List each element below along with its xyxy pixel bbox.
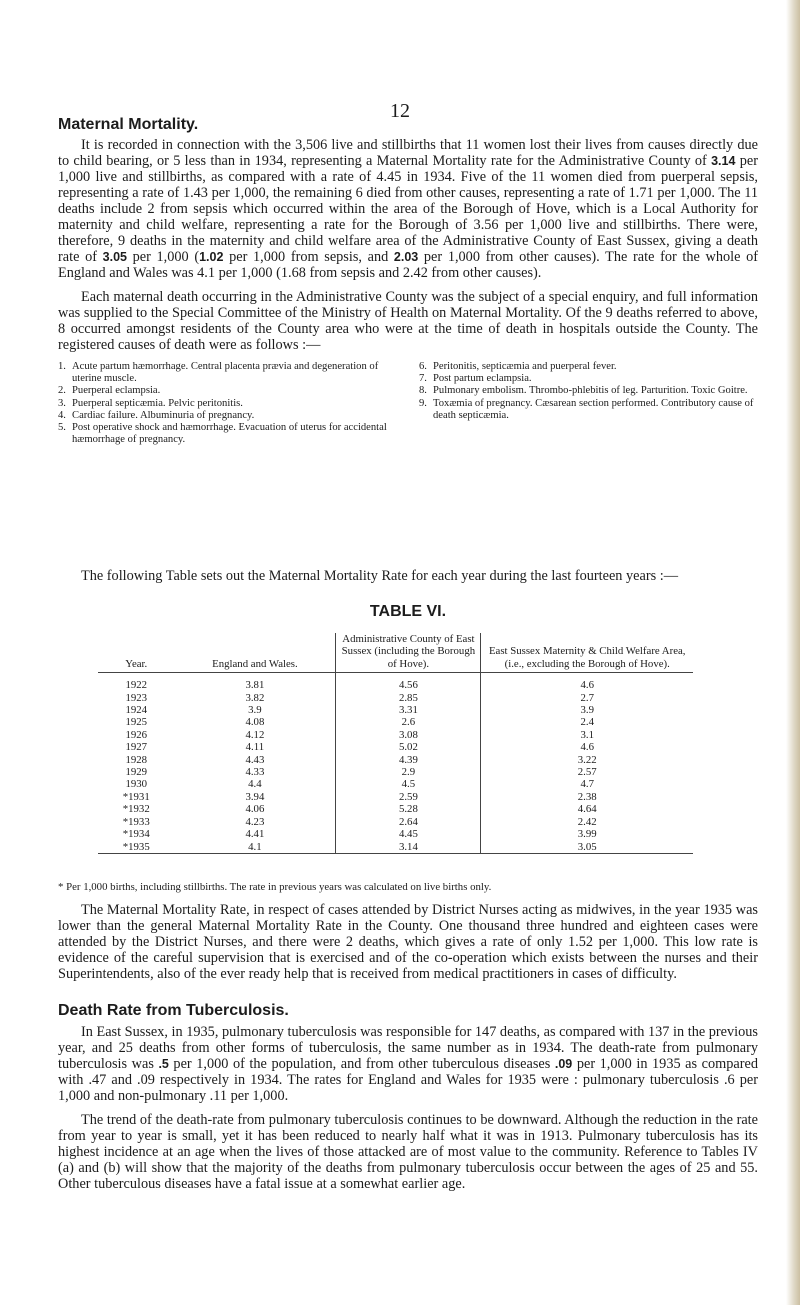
header-england-wales: England and Wales. bbox=[174, 633, 335, 673]
table-row: 1924 3.9 3.31 3.9 bbox=[125, 704, 594, 717]
table-row: 1928 4.43 4.39 3.22 bbox=[125, 753, 597, 766]
table-row: 1925 4.08 2.6 2.4 bbox=[125, 716, 594, 729]
table-row: 1927 4.11 5.02 4.6 bbox=[125, 741, 594, 754]
maternal-paragraph-1: It is recorded in connection with the 3,506 live and stillbirths that 11 women lost their lives from causes directly due to child bearing, or 5 less than in 1934, representing a Maternal Mortality rate for the Administrative County of 3.14 per 1,000 live and stillbirths, as compared with a rate of 4.45 in 1934. Five of the 11 women died from puerperal sepsis, representing a rate of 1.43 per 1,000, the remaining 6 died from other causes, representing a rate of 1.71 per 1,000. The 11 deaths include 2 from sepsis which occurred within the area of the Borough of Hove, which is a Local Authority for maternity and child welfare, representing a rate for the Borough of 3.56 per 1,000 live and stillbirths. There were, therefore, 9 deaths in the maternity and child welfare area of the Administrative County of East Sussex, giving a death rate of 3.05 per 1,000 (1.02 per 1,000 from sepsis, and 2.03 per 1,000 from other causes). The rate for the whole of England and Wales was 4.1 per 1,000 (1.68 from sepsis and 2.42 from other causes). bbox=[58, 137, 758, 281]
maternal-mortality-table bbox=[98, 633, 693, 854]
cause-item: 6. Peritonitis, septicæmia and puerperal fever. bbox=[419, 361, 617, 372]
maternal-heading: Maternal Mortality. bbox=[58, 116, 199, 133]
table-row: 1922 3.81 4.56 4.6 bbox=[98, 673, 693, 692]
midwives-paragraph: The Maternal Mortality Rate, in respect of cases attended by District Nurses acting as midwives, in the year 1935 was lower than the general Maternal Mortality Rate in the County. One thousand three hundred and eighteen cases were attended by the District Nurses, and there were 2 deaths, which gives a rate of only 1.52 per 1,000. This low rate is evidence of the careful supervision that is exercised and of the co-operation which exists between the nurses and their Superintendents, also of the ever ready help that is received from medical practitioners in cases of difficulty. bbox=[58, 902, 758, 982]
table-header-row bbox=[98, 633, 693, 673]
maternal-paragraph-2: Each maternal death occurring in the Administrative County was the subject of a special enquiry, and full information was supplied to the Special Committee of the Ministry of Health on Maternal Mortality. Of the 9 deaths referred to above, 8 occurred amongst residents of the County area who were at the time of death in hospitals outside the County. The registered causes of death were as follows :— bbox=[58, 289, 758, 353]
cause-item: 3. Puerperal septicæmia. Pelvic peritonitis. bbox=[58, 397, 243, 409]
table-vi-block bbox=[58, 603, 758, 854]
cause-item: 5. Post operative shock and hæmorrhage. Evacuation of uterus for accidental hæmorrhage of pregnancy. bbox=[58, 422, 387, 446]
scan-edge-shadow bbox=[786, 0, 800, 1305]
table-row: *1931 3.94 2.59 2.38 bbox=[122, 790, 597, 803]
table-row: *1933 4.23 2.64 2.42 bbox=[122, 815, 597, 828]
table-row: 1929 4.33 2.9 2.57 bbox=[125, 766, 597, 779]
page-number: 12 bbox=[390, 100, 410, 122]
cause-item: 7. Post partum eclampsia. bbox=[419, 373, 532, 385]
midwives-block bbox=[58, 902, 758, 982]
tuberculosis-paragraph-1: In East Sussex, in 1935, pulmonary tuberculosis was responsible for 147 deaths, as compared with 137 in the previous year, and 25 deaths from other forms of tuberculosis, the same number as in 1934. The death-rate from pulmonary tuberculosis was .5 per 1,000 of the population, and from other tuberculous diseases .09 per 1,000 in 1935 as compared with .47 and .09 respectively in 1934. The rates for England and Wales for 1935 were : pulmonary tuberculosis .6 per 1,000 and non-pulmonary .11 per 1,000. bbox=[58, 1024, 759, 1104]
table-intro: The following Table sets out the Maternal Mortality Rate for each year during the last fourteen years :— bbox=[81, 568, 679, 584]
tuberculosis-section bbox=[58, 1002, 758, 1192]
table-row: 1923 3.82 2.85 2.7 bbox=[125, 691, 594, 704]
cause-item: 2. Puerperal eclampsia. bbox=[58, 385, 161, 397]
tuberculosis-heading: Death Rate from Tuberculosis. bbox=[58, 1002, 289, 1019]
cause-item: 9. Toxæmia of pregnancy. Cæsarean section performed. Contributory cause of death septicæmia. bbox=[419, 397, 754, 421]
causes-left-column bbox=[58, 361, 397, 446]
table-footnote: * Per 1,000 births, including stillbirths. The rate in previous years was calculated on live births only. bbox=[58, 881, 492, 893]
header-year: Year. bbox=[98, 633, 174, 673]
table-row: *1932 4.06 5.28 4.64 bbox=[122, 803, 597, 816]
cause-item: 8. Pulmonary embolism. Thrombo-phlebitis of leg. Parturition. Toxic Goitre. bbox=[419, 385, 748, 397]
header-administrative-county: Administrative County of East Sussex (including the Borough of Hove). bbox=[336, 633, 481, 673]
tuberculosis-paragraph-2: The trend of the death-rate from pulmonary tuberculosis continues to be downward. Although the reduction in the rate from year to year is small, yet it has been reduced to nearly half what it was in 1913. Pulmonary tuberculosis has its highest incidence at an age when the lives of those attacked are of most value to the community. Reference to Tables IV (a) and (b) will show that the majority of the deaths from pulmonary tuberculosis occur between the ages of 25 and 55. Other tuberculous diseases have a fatal issue at a somewhat earlier age. bbox=[58, 1112, 758, 1192]
cause-item: 1. Acute partum hæmorrhage. Central placenta prævia and degeneration of uterine muscle. bbox=[58, 361, 379, 385]
table-row: *1935 4.1 3.14 3.05 bbox=[98, 841, 693, 854]
cause-item: 4. Cardiac failure. Albuminuria of pregnancy. bbox=[58, 409, 255, 421]
table-row: *1934 4.41 4.45 3.99 bbox=[122, 828, 597, 841]
header-east-sussex-area: East Sussex Maternity & Child Welfare Area, (i.e., excluding the Borough of Hove). bbox=[481, 633, 693, 673]
table-title: TABLE VI. bbox=[369, 603, 447, 620]
table-row: 1926 4.12 3.08 3.1 bbox=[125, 728, 594, 741]
table-intro-block bbox=[58, 568, 758, 584]
table-footnote-block bbox=[58, 879, 758, 895]
causes-of-death-list bbox=[58, 361, 758, 446]
causes-right-column bbox=[419, 361, 758, 446]
maternal-section bbox=[58, 116, 758, 446]
table-row: 1930 4.4 4.5 4.7 bbox=[125, 778, 594, 791]
